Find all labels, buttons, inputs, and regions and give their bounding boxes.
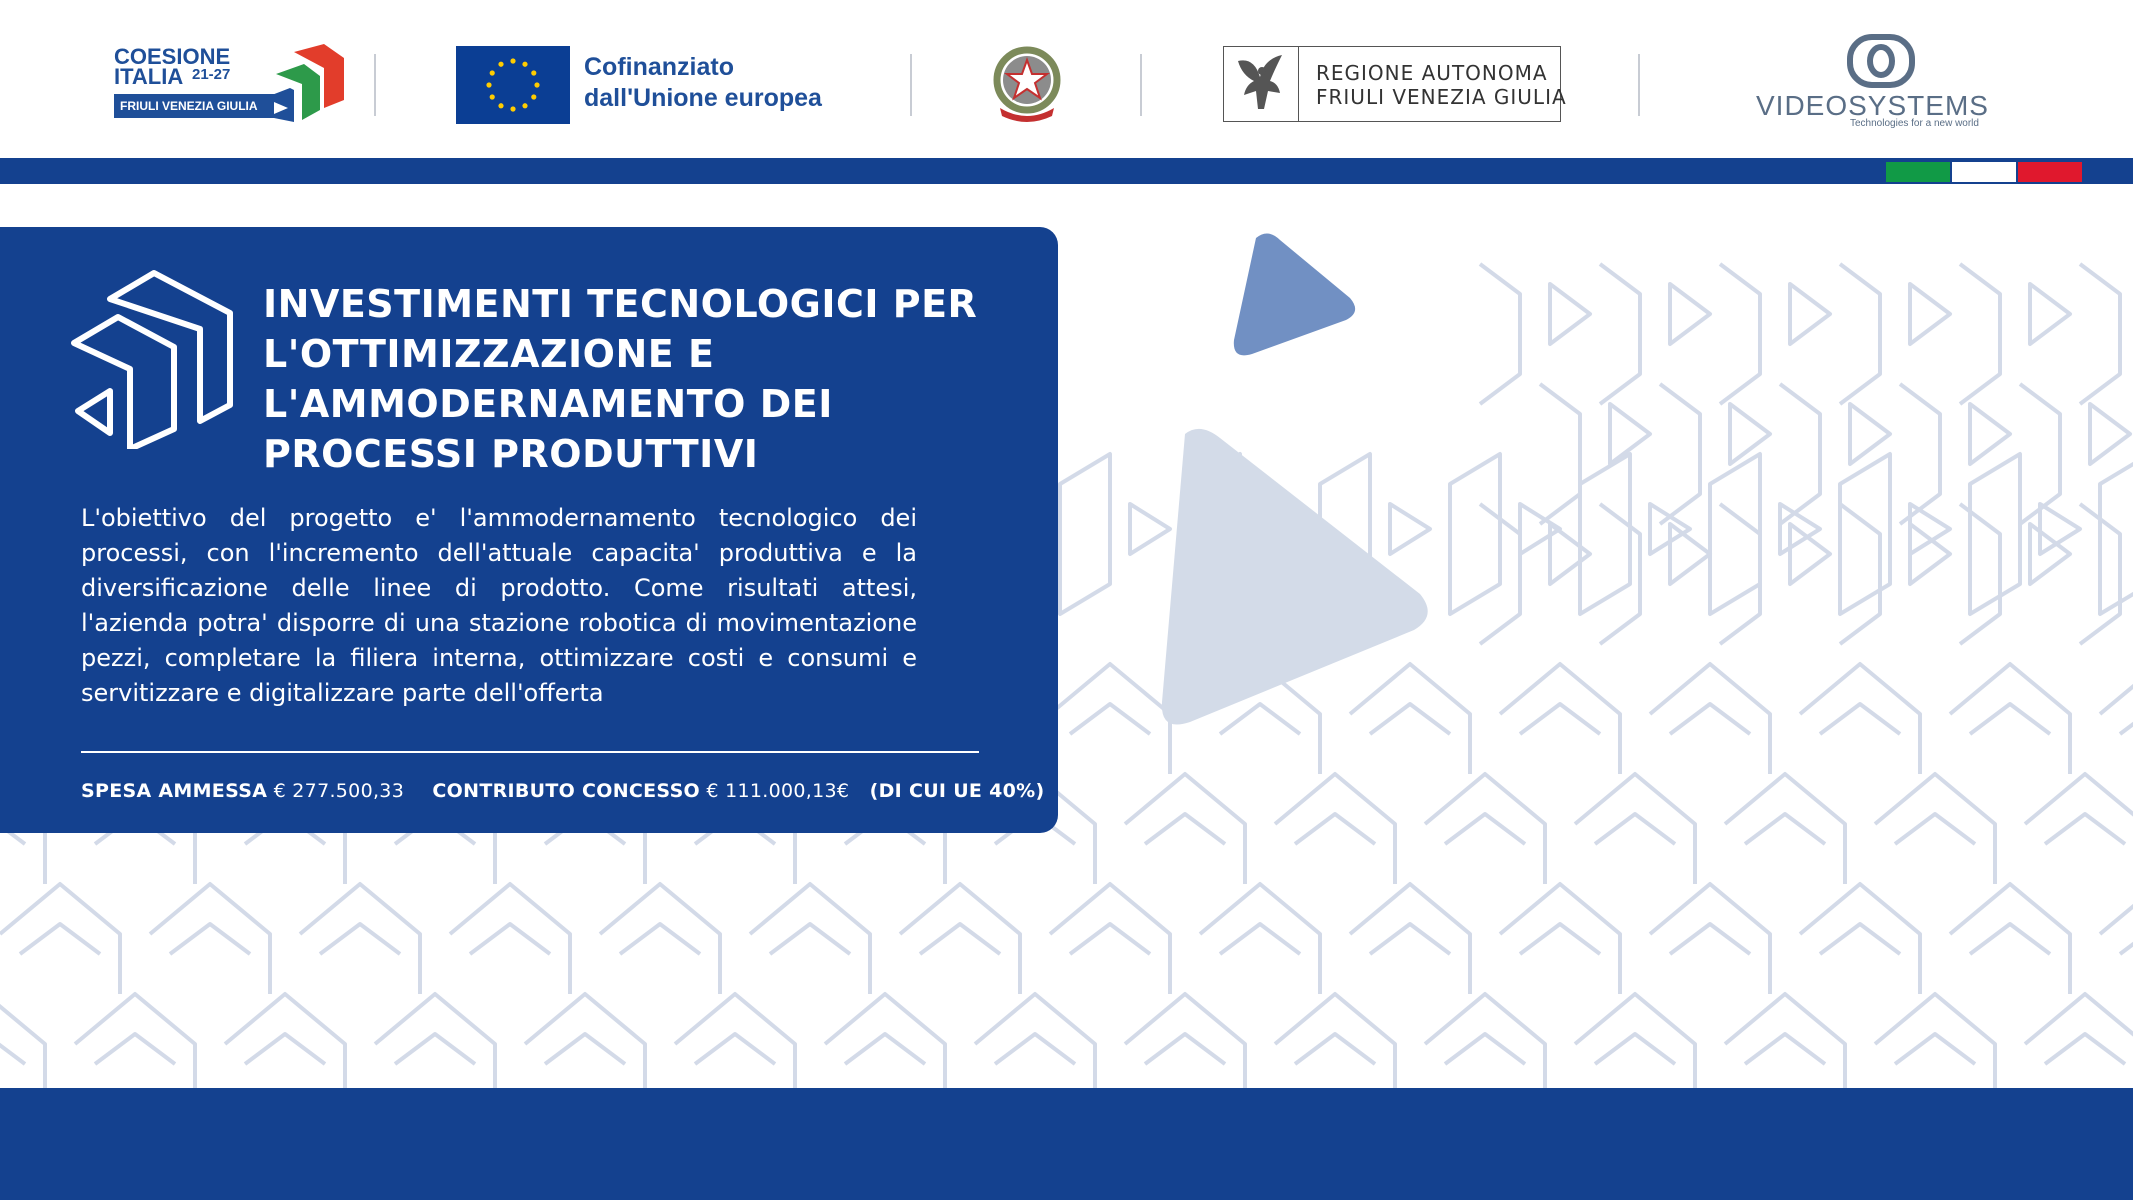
pattern-line [1725, 774, 1845, 884]
pattern-line [1370, 704, 1450, 734]
pattern-line [1725, 994, 1845, 1090]
eu-star-icon [490, 94, 495, 99]
project-title: INVESTIMENTI TECNOLOGICI PER L'OTTIMIZZAZIONE E L'AMMODERNAMENTO DEI PROCESSI PRODUTTIVI [263, 282, 978, 476]
pattern-line [1480, 264, 1520, 404]
pattern-line [470, 924, 550, 954]
pattern-line [1950, 884, 2070, 994]
pattern-line [245, 1034, 325, 1064]
pattern-line [1780, 504, 1820, 554]
pattern-line [525, 994, 645, 1090]
pattern-line [900, 884, 1020, 994]
pattern-line [1595, 1034, 1675, 1064]
pattern-line [1575, 774, 1695, 884]
pattern-line [1670, 924, 1750, 954]
pattern-line [1820, 704, 1900, 734]
card-divider [81, 751, 979, 753]
pattern-line [1960, 264, 2000, 404]
pattern-line [2025, 994, 2133, 1090]
pattern-line [150, 884, 270, 994]
pattern-line [2090, 404, 2130, 464]
eu-star-icon [490, 70, 495, 75]
spesa-value: € 277.500,33 [273, 780, 405, 802]
pattern-line [2030, 284, 2070, 344]
pattern-line [1970, 704, 2050, 734]
pattern-line [95, 1034, 175, 1064]
pattern-line [1780, 384, 1820, 524]
pattern-line [395, 1034, 475, 1064]
pattern-line [1450, 454, 1500, 614]
coesione-italia-logo [114, 44, 344, 124]
pattern-line [75, 994, 195, 1090]
pattern-line [1745, 1034, 1825, 1064]
header-divider [374, 54, 376, 116]
pattern-line [2025, 774, 2133, 884]
pattern-line [1850, 404, 1890, 464]
pattern-line [1500, 664, 1620, 774]
pattern-line [695, 1034, 775, 1064]
pattern-line [1595, 814, 1675, 844]
pattern-line [2030, 524, 2070, 584]
pattern-line [1745, 814, 1825, 844]
pattern-line [2045, 1034, 2125, 1064]
pattern-line [1500, 884, 1620, 994]
footer-bar [0, 1088, 2133, 1200]
pattern-line [825, 994, 945, 1090]
pattern-line [2120, 704, 2133, 734]
pattern-line [1445, 1034, 1525, 1064]
pattern-line [1720, 504, 1760, 644]
pattern-line [675, 994, 795, 1090]
pattern-line [750, 884, 870, 994]
header-divider [1638, 54, 1640, 116]
pattern-line [1875, 774, 1995, 884]
eu-text-line1: Cofinanziato [584, 53, 734, 81]
pattern-line [225, 994, 345, 1090]
pattern-line [1790, 284, 1830, 344]
flag-stripe-green [1886, 162, 1950, 182]
pattern-line [1895, 814, 1975, 844]
pattern-line [1050, 884, 1170, 994]
pattern-line [1550, 284, 1590, 344]
pattern-line [0, 1034, 25, 1064]
ue-note: (DI CUI UE 40%) [869, 780, 1045, 802]
videosystems-logo [1752, 34, 2012, 130]
contributo-value: € 111.000,13€ [706, 780, 850, 802]
pattern-line [975, 994, 1095, 1090]
pattern-line [375, 994, 495, 1090]
pattern-line [1070, 924, 1150, 954]
regione-line1: REGIONE AUTONOMA [1316, 61, 1548, 85]
pattern-line [1520, 704, 1600, 734]
eu-text-line2: dall'Unione europea [584, 84, 822, 112]
pattern-line [300, 884, 420, 994]
pattern-line [1575, 994, 1695, 1090]
eu-star-icon [531, 70, 536, 75]
pattern-line [1060, 454, 1110, 614]
pattern-line [1540, 384, 1580, 524]
coesione-region: FRIULI VENEZIA GIULIA [120, 99, 258, 113]
pattern-line [1600, 504, 1640, 644]
pattern-line [1600, 264, 1640, 404]
pattern-line [1070, 704, 1150, 734]
header-blue-band [0, 158, 2133, 184]
pattern-line [2100, 884, 2133, 994]
pattern-line [1910, 284, 1950, 344]
eu-flag-icon [456, 46, 570, 124]
pattern-line [1425, 774, 1545, 884]
eu-star-icon [498, 62, 503, 67]
pattern-line [1425, 994, 1545, 1090]
eu-star-icon [522, 62, 527, 67]
pattern-line [1840, 264, 1880, 404]
project-cube-icon [70, 269, 240, 449]
eagle-icon [1224, 47, 1299, 121]
pattern-line [1050, 664, 1170, 774]
pattern-line [1295, 814, 1375, 844]
pattern-line [995, 1034, 1075, 1064]
pattern-line [1970, 454, 2020, 614]
pattern-line [2100, 664, 2133, 774]
pattern-line [845, 1034, 925, 1064]
pattern-line [1950, 664, 2070, 774]
header-logos-bar [0, 0, 2133, 158]
project-info-card [0, 227, 1058, 833]
spesa-label: SPESA AMMESSA [81, 780, 268, 802]
header-divider [1140, 54, 1142, 116]
eu-star-icon [522, 103, 527, 108]
pattern-line [1445, 814, 1525, 844]
pattern-line [1650, 664, 1770, 774]
pattern-line [1710, 454, 1760, 614]
coesione-line2: ITALIA [114, 64, 184, 89]
coesione-cube-icon [264, 44, 344, 124]
pattern-line [2045, 814, 2125, 844]
pattern-line [1295, 1034, 1375, 1064]
eu-star-icon [510, 58, 515, 63]
pattern-line [1895, 1034, 1975, 1064]
pattern-line [2100, 454, 2133, 614]
pattern-line [1275, 994, 1395, 1090]
pattern-line [1580, 454, 1630, 614]
flag-stripe-red [2018, 162, 2082, 182]
pattern-line [1670, 284, 1710, 344]
eu-star-icon [498, 103, 503, 108]
contributo-label: CONTRIBUTO CONCESSO [432, 780, 701, 802]
pattern-line [0, 994, 45, 1090]
regione-line2: FRIULI VENEZIA GIULIA [1316, 85, 1567, 109]
pattern-line [1800, 664, 1920, 774]
pattern-line [1220, 704, 1300, 734]
pattern-line [770, 924, 850, 954]
pattern-line [1670, 524, 1710, 584]
pattern-line [1650, 884, 1770, 994]
pattern-line [1220, 924, 1300, 954]
pattern-line [1350, 884, 1470, 994]
pattern-line [1130, 504, 1170, 554]
eu-star-icon [534, 82, 539, 87]
pattern-line [1275, 774, 1395, 884]
videosystems-tagline: Technologies for a new world [1850, 118, 1979, 129]
triangle-dark-shape [1234, 233, 1355, 355]
header-divider [910, 54, 912, 116]
funding-details [81, 780, 1045, 802]
pattern-line [1670, 704, 1750, 734]
pattern-line [1840, 504, 1880, 644]
pattern-line [1200, 884, 1320, 994]
pattern-line [1900, 384, 1940, 524]
pattern-line [2080, 264, 2120, 404]
pattern-line [1145, 814, 1225, 844]
eu-cofunded-logo [456, 46, 856, 124]
pattern-line [1520, 924, 1600, 954]
pattern-line [1660, 384, 1700, 524]
pattern-line [1125, 774, 1245, 884]
pattern-line [1875, 994, 1995, 1090]
pattern-line [2120, 924, 2133, 954]
coesione-line1: COESIONE [114, 44, 231, 69]
flag-stripe-white [1952, 162, 2016, 182]
pattern-line [1970, 404, 2010, 464]
project-description: L'obiettivo del progetto e' l'ammodernamento tecnologico dei processi, con l'incremento dell'attuale capacita' produttiva e la diversificazione delle linee di prodotto. Come risultati attesi, l'azienda potra' disporre di una stazione robotica di movimentazione pezzi, completare la filiera interna, ottimizzare costi e consumi e servitizzare e digitalizzare parte dell'offerta [81, 504, 917, 707]
videosystems-name: VIDEOSYSTEMS [1756, 90, 1989, 121]
pattern-line [1970, 924, 2050, 954]
pattern-line [1390, 504, 1430, 554]
pattern-line [1370, 924, 1450, 954]
pattern-line [320, 924, 400, 954]
pattern-line [1840, 454, 1890, 614]
pattern-line [1730, 404, 1770, 464]
pattern-line [450, 884, 570, 994]
eu-star-icon [531, 94, 536, 99]
pattern-line [1145, 1034, 1225, 1064]
pattern-line [170, 924, 250, 954]
pattern-line [1820, 924, 1900, 954]
videosystems-mark-icon [1846, 34, 1916, 88]
pattern-line [20, 924, 100, 954]
eu-star-icon [510, 106, 515, 111]
italian-republic-emblem-icon [990, 42, 1064, 124]
eu-star-icon [486, 82, 491, 87]
pattern-line [620, 924, 700, 954]
pattern-line [1800, 884, 1920, 994]
pattern-line [0, 884, 120, 994]
pattern-line [600, 884, 720, 994]
regione-fvg-logo [1223, 46, 1567, 122]
pattern-line [1125, 994, 1245, 1090]
pattern-line [1720, 264, 1760, 404]
pattern-line [545, 1034, 625, 1064]
pattern-line [920, 924, 1000, 954]
pattern-line [1350, 664, 1470, 774]
pattern-line [1960, 504, 2000, 644]
coesione-years: 21-27 [192, 66, 231, 83]
